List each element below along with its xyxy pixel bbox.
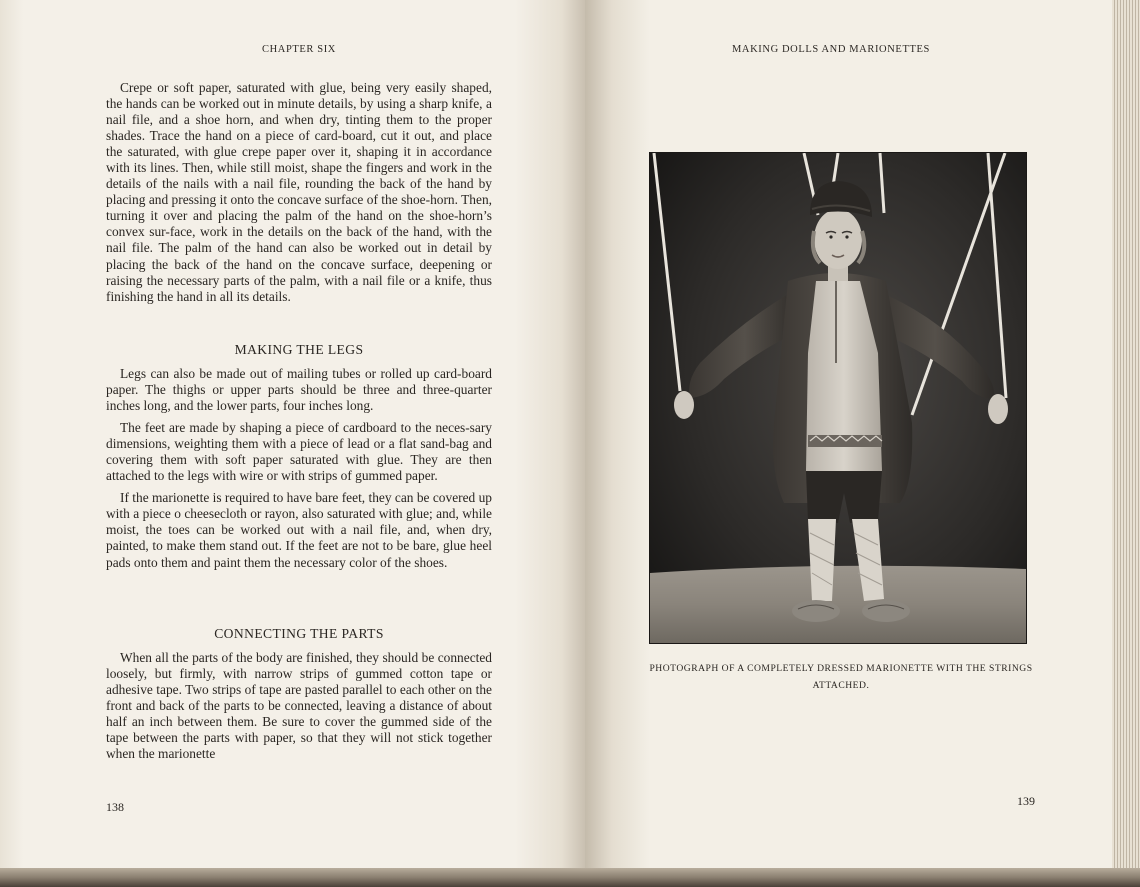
left-leg-wrap bbox=[808, 519, 836, 601]
right-page-number: 139 bbox=[1017, 794, 1035, 808]
connecting-text-block bbox=[106, 650, 492, 762]
marionette-photograph bbox=[649, 152, 1027, 644]
paragraph-hands: Crepe or soft paper, saturated with glue, being very easily shaped, the hands can be worked out in minute details, by using a sharp knife, a nail file, and a shoe horn, and when dry, tinting them to the proper shades. Trace the hand on a piece of card-board, cut it out, and place the saturated, with glue crepe paper over it, shaping it in accordance with its lines. Then, while still moist, shape the fingers and work in the details of the nails with a nail file, rounding the back of the hand by placing and pressing it onto the concave surface of the shoe-horn. Then, turning it over and placing the palm of the hand on the shoe-horn’s convex sur-face, work in the details on the back of the hand, with the nail file. The palm of the hand can also be worked out in detail by placing the back of the hand on the concave surface, deepening or raising the necessary parts of the palm, with a nail file or a knife, thus finishing the hand in all its details. bbox=[106, 80, 492, 304]
paragraph-legs-2: The feet are made by shaping a piece of cardboard to the neces-sary dimensions, weighting them with a piece of lead or a flat sand-bag and covering them with soft paper saturated with glue. They are then attached to the legs with wire or with strips of gummed paper. bbox=[106, 420, 492, 484]
left-hand bbox=[674, 391, 694, 419]
legs-text-block bbox=[106, 366, 492, 571]
heading-connecting-the-parts: CONNECTING THE PARTS bbox=[214, 626, 384, 641]
paragraph-legs-3: If the marionette is required to have bare feet, they can be covered up with a piece o cheesecloth or rayon, also saturated with glue; and, while moist, the toes can be worked out with a nail file, and, when dry, painted, to make them stand out. If the feet are not to be bare, glue heel pads onto them and paint them the necessary color of the shoes. bbox=[106, 490, 492, 570]
head bbox=[814, 209, 862, 269]
right-shoe bbox=[862, 600, 910, 622]
paragraph-connecting: When all the parts of the body are finished, they should be connected loosely, but firmly, with narrow strips of gummed cotton tape or adhesive tape. Two strips of tape are pasted parallel to each other on the front and back of the parts to be connected, leaving a distance of about half an inch between them. Be sure to cover the gummed side of the tape between the parts with paper, so that they will not stick together when the marionette bbox=[106, 650, 492, 762]
left-shoe bbox=[792, 600, 840, 622]
intro-text-block bbox=[106, 80, 492, 305]
heading-making-the-legs: MAKING THE LEGS bbox=[234, 342, 364, 357]
photo-caption: PHOTOGRAPH OF A COMPLETELY DRESSED MARIONETTE WITH THE STRINGS ATTACHED. bbox=[649, 663, 1033, 691]
photo-floor bbox=[650, 566, 1026, 643]
left-running-head: CHAPTER SIX bbox=[262, 44, 336, 55]
left-page-number: 138 bbox=[106, 800, 124, 814]
book-bottom-edge bbox=[0, 868, 1140, 887]
right-hand bbox=[988, 394, 1008, 424]
paragraph-legs-1: Legs can also be made out of mailing tubes or rolled up card-board paper. The thighs or upper parts should be three and three-quarter inches long, and the lower parts, four inches long. bbox=[106, 366, 492, 414]
right-running-head: MAKING DOLLS AND MARIONETTES bbox=[732, 44, 930, 55]
book-page-edges bbox=[1112, 0, 1140, 887]
